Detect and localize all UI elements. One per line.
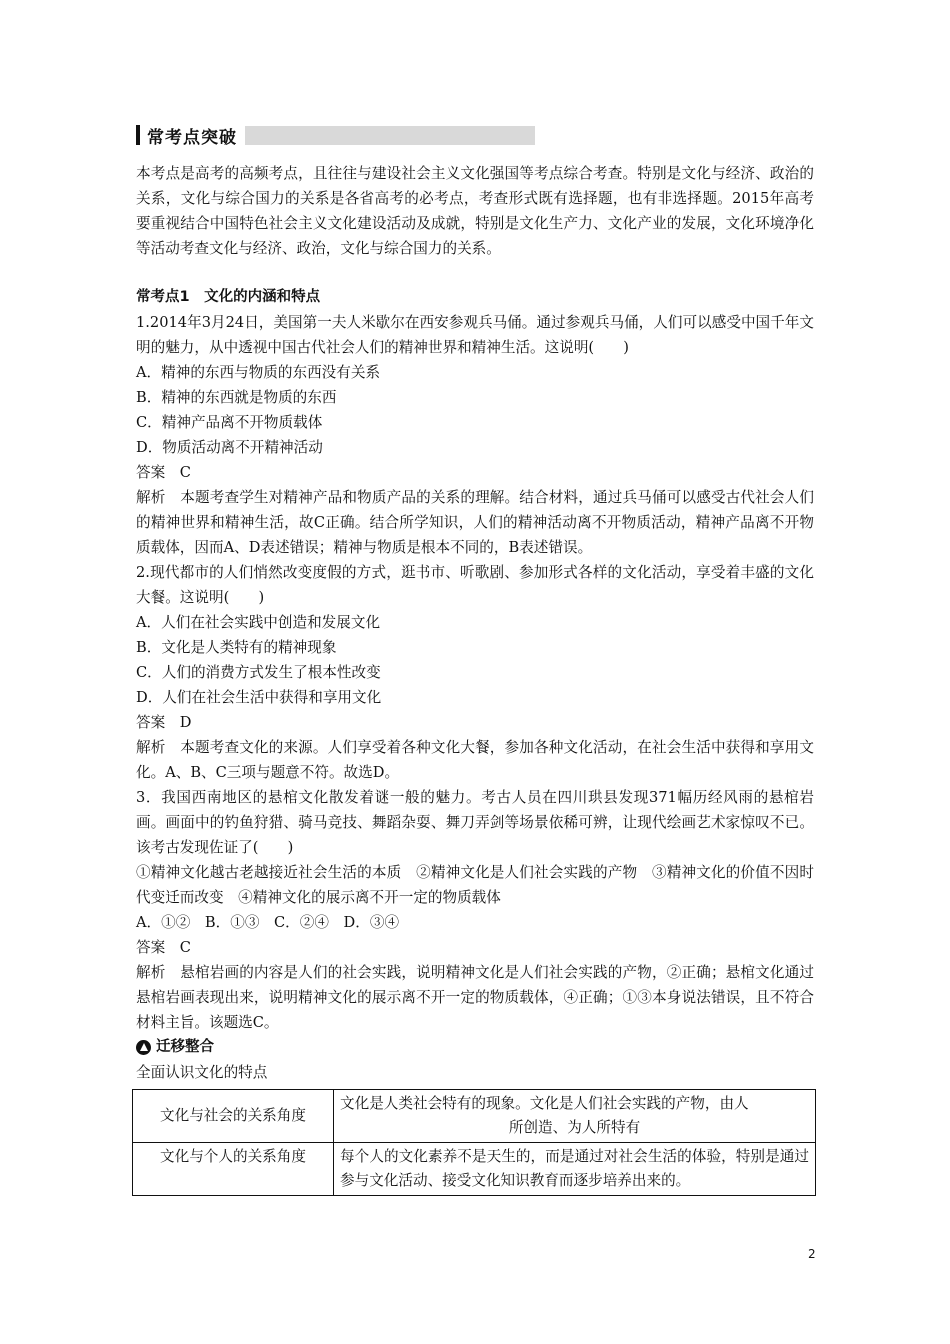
spacer	[136, 261, 814, 285]
question-3-answer: 答案 C	[136, 939, 191, 956]
question-3-stem: 3．我国西南地区的悬棺文化散发着谜一般的魅力。考古人员在四川珙县发现371幅历经风雨的悬棺岩画。画面中的钓鱼狩猎、骑马竞技、舞蹈杂耍、舞刀弄剑等场景依稀可辨，让现代绘画艺术家惊叹不已。该考古发现佐证了( )	[136, 789, 814, 856]
key-point-title: 常考点1 文化的内涵和特点	[136, 289, 321, 305]
triangle-circle-icon	[136, 1040, 151, 1055]
question-1-option-a: A．精神的东西与物质的东西没有关系	[136, 364, 381, 381]
table-cell-value-line1: 文化是人类社会特有的现象。文化是人们社会实践的产物，由人	[340, 1095, 749, 1112]
question-3-items: ①精神文化越古老越接近社会生活的本质 ②精神文化是人们社会实践的产物 ③精神文化的价值不因时代变迁而改变 ④精神文化的展示离不开一定的物质载体	[136, 864, 814, 906]
table-cell-key: 文化与社会的关系角度	[133, 1090, 334, 1143]
migrate-subtitle: 全面认识文化的特点	[136, 1064, 268, 1081]
question-2-stem: 2.现代都市的人们悄然改变度假的方式，逛书市、听歌剧、参加形式各样的文化活动，享受着丰盛的文化大餐。这说明( )	[136, 564, 814, 606]
section-header	[136, 124, 535, 146]
table-row	[133, 1143, 816, 1196]
question-2-analysis: 解析 本题考查文化的来源。人们享受着各种文化大餐，参加各种文化活动，在社会生活中获得和享用文化。A、B、C三项与题意不符。故选D。	[136, 739, 814, 781]
question-1-option-d: D．物质活动离不开精神活动	[136, 439, 323, 456]
question-1-option-b: B．精神的东西就是物质的东西	[136, 389, 337, 406]
migrate-heading	[136, 1035, 814, 1060]
question-3-analysis: 解析 悬棺岩画的内容是人们的社会实践，说明精神文化是人们社会实践的产物，②正确；悬棺文化通过悬棺岩画表现出来，说明精神文化的展示离不开一定的物质载体，④正确；①③本身说法错误，且不符合材料主旨。该题选C。	[136, 964, 814, 1031]
table-cell-key: 文化与个人的关系角度	[133, 1143, 334, 1196]
intro-paragraph: 本考点是高考的高频考点，且往往与建设社会主义文化强国等考点综合考查。特别是文化与经济、政治的关系，文化与综合国力的关系是各省高考的必考点，考查形式既有选择题，也有非选择题。2015年高考要重视结合中国特色社会主义文化建设活动及成就，特别是文化生产力、文化产业的发展，文化环境净化等活动考查文化与经济、政治，文化与综合国力的关系。	[136, 165, 814, 257]
table-cell-value-line2: 所创造、为人所特有	[508, 1119, 641, 1136]
summary-table	[132, 1089, 816, 1196]
migrate-title: 迁移整合	[156, 1039, 214, 1055]
question-1-analysis: 解析 本题考查学生对精神产品和物质产品的关系的理解。结合材料，通过兵马俑可以感受古代社会人们的精神世界和精神生活，故C正确。结合所学知识，人们的精神活动离不开物质活动，精神产品离不开物质载体，因而A、D表述错误；精神与物质是根本不同的，B表述错误。	[136, 489, 814, 556]
question-1-answer: 答案 C	[136, 464, 191, 481]
header-bar-mark	[136, 125, 140, 145]
section-title: 常考点突破	[147, 127, 237, 148]
table-cell-value: 每个人的文化素养不是天生的，而是通过对社会生活的体验，特别是通过参与文化活动、接受文化知识教育而逐步培养出来的。	[334, 1143, 816, 1196]
question-1-stem: 1.2014年3月24日，美国第一夫人米歇尔在西安参观兵马俑。通过参观兵马俑，人们可以感受中国千年文明的魅力，从中透视中国古代社会人们的精神世界和精神生活。这说明( )	[136, 314, 814, 356]
question-1-option-c: C．精神产品离不开物质载体	[136, 414, 323, 431]
page-number: 2	[808, 1247, 816, 1261]
question-2-option-b: B．文化是人类特有的精神现象	[136, 639, 337, 656]
question-2-answer: 答案 D	[136, 714, 192, 731]
question-3-options: A．①② B．①③ C．②④ D．③④	[136, 914, 400, 931]
table-cell-value	[334, 1090, 816, 1143]
question-2-option-a: A．人们在社会实践中创造和发展文化	[136, 614, 381, 631]
question-2-option-c: C．人们的消费方式发生了根本性改变	[136, 664, 381, 681]
question-2-option-d: D．人们在社会生活中获得和享用文化	[136, 689, 382, 706]
content-body	[136, 161, 814, 1196]
header-gray-band	[245, 126, 535, 145]
table-row	[133, 1090, 816, 1143]
